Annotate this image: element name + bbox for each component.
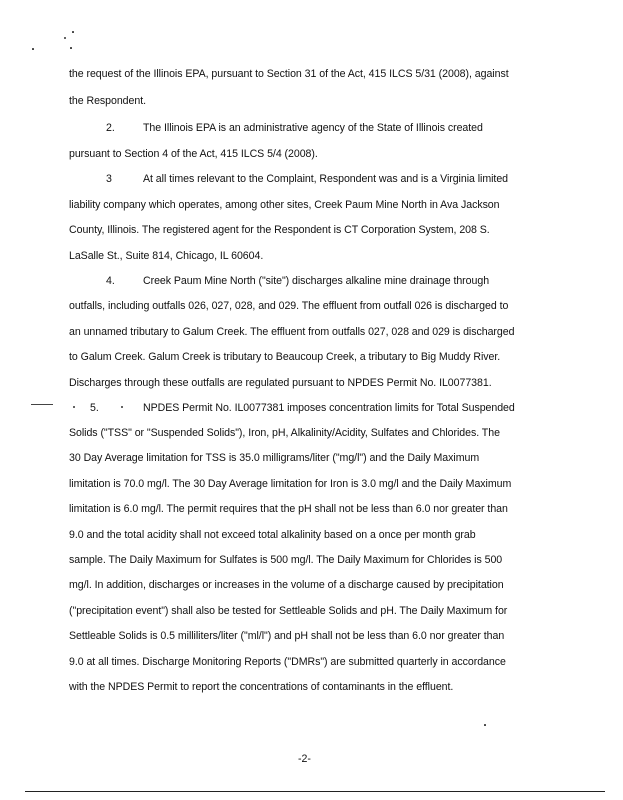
scan-speck [32, 48, 34, 50]
scan-speck [484, 724, 486, 726]
text-line: the Respondent. [69, 95, 146, 107]
footer-rule [25, 791, 605, 792]
text-line: outfalls, including outfalls 026, 027, 028, and 029. The effluent from outfall 026 is discharged to [69, 300, 509, 312]
paragraph-number: 5. [90, 402, 99, 414]
text-line: limitation is 70.0 mg/l. The 30 Day Average limitation for Iron is 3.0 mg/l and the Daily Maximum [69, 478, 512, 490]
text-line: limitation is 6.0 mg/l. The permit requires that the pH shall not be less than 6.0 nor greater than [69, 503, 508, 515]
scan-speck [72, 31, 74, 33]
text-line: to Galum Creek. Galum Creek is tributary to Beaucoup Creek, a tributary to Big Muddy River. [69, 351, 501, 363]
text-line: 9.0 and the total acidity shall not exceed total alkalinity based on a once per month grab [69, 529, 476, 541]
text-line: with the NPDES Permit to report the concentrations of contaminants in the effluent. [69, 681, 454, 693]
text-line: 30 Day Average limitation for TSS is 35.0 milligrams/liter ("mg/l") and the Daily Maximum [69, 452, 480, 464]
text-line: Solids ("TSS" or "Suspended Solids"), Iron, pH, Alkalinity/Acidity, Sulfates and Chlorides. The [69, 427, 500, 439]
text-line: LaSalle St., Suite 814, Chicago, IL 60604. [69, 250, 264, 262]
text-line: the request of the Illinois EPA, pursuant to Section 31 of the Act, 415 ILCS 5/31 (2008), against [69, 68, 509, 80]
scan-speck [73, 406, 75, 408]
paragraph-number: 2. [106, 122, 115, 134]
text-line: ("precipitation event") shall also be tested for Settleable Solids and pH. The Daily Maximum for [69, 605, 508, 617]
text-line: sample. The Daily Maximum for Sulfates is 500 mg/l. The Daily Maximum for Chlorides is 500 [69, 554, 503, 566]
scan-mark [31, 404, 53, 405]
scan-speck [121, 406, 123, 408]
text-line: 9.0 at all times. Discharge Monitoring Reports ("DMRs") are submitted quarterly in accordance [69, 656, 506, 668]
scan-speck [64, 37, 66, 39]
text-line: mg/l. In addition, discharges or increases in the volume of a discharge caused by precipitation [69, 579, 504, 591]
text-line: NPDES Permit No. IL0077381 imposes concentration limits for Total Suspended [143, 402, 515, 414]
text-line: The Illinois EPA is an administrative agency of the State of Illinois created [143, 122, 483, 134]
scan-speck [70, 47, 72, 49]
text-line: liability company which operates, among other sites, Creek Paum Mine North in Ava Jackson [69, 199, 500, 211]
text-line: an unnamed tributary to Galum Creek. The effluent from outfalls 027, 028 and 029 is discharged [69, 326, 515, 338]
text-line: pursuant to Section 4 of the Act, 415 ILCS 5/4 (2008). [69, 148, 318, 160]
text-line: Creek Paum Mine North ("site") discharges alkaline mine drainage through [143, 275, 490, 287]
text-line: County, Illinois. The registered agent for the Respondent is CT Corporation System, 208 S. [69, 224, 490, 236]
paragraph-number: 4. [106, 275, 115, 287]
paragraph-number: 3 [106, 173, 112, 185]
text-line: Discharges through these outfalls are regulated pursuant to NPDES Permit No. IL0077381. [69, 377, 492, 389]
page-number: -2- [298, 753, 311, 765]
text-line: At all times relevant to the Complaint, Respondent was and is a Virginia limited [143, 173, 509, 185]
text-line: Settleable Solids is 0.5 milliliters/liter ("ml/l") and pH shall not be less than 6.0 nor greater than [69, 630, 505, 642]
